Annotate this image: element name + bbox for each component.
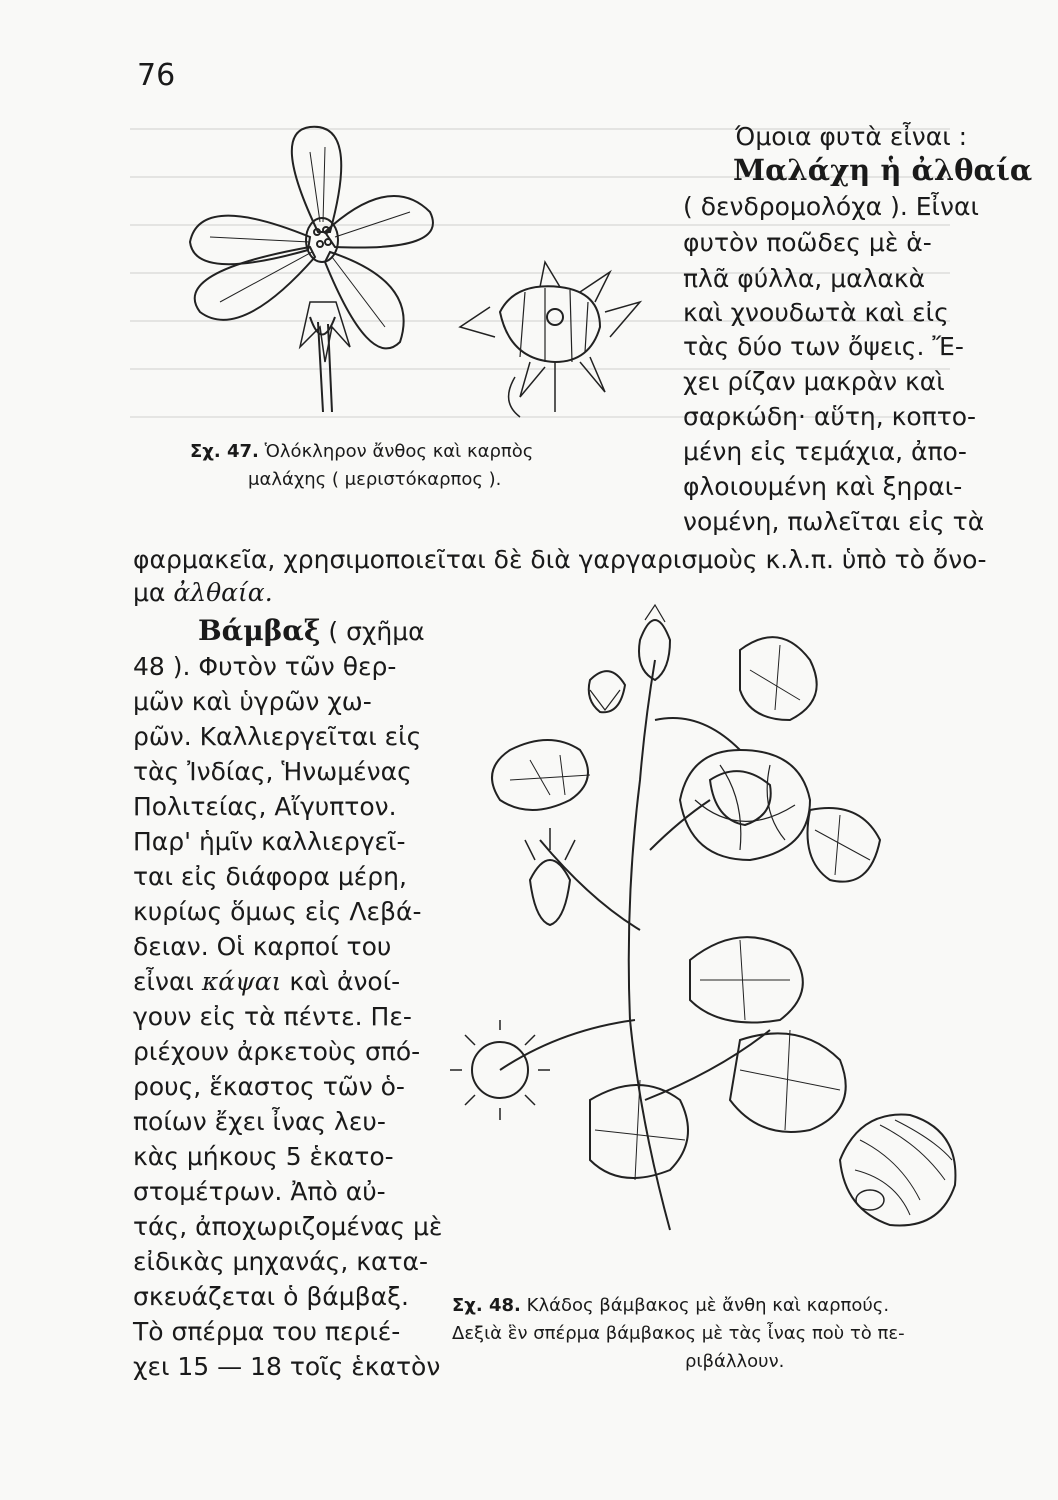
- figure-48-caption-line3: ριβάλλουν.: [685, 1351, 785, 1372]
- page-number: 76: [137, 58, 176, 93]
- intro-line: Όμοια φυτὰ εἶναι :: [735, 122, 968, 151]
- right-line-8: μένη εἰς τεμάχια, ἀπο-: [683, 437, 967, 466]
- figure-47-label: Σχ. 47.: [190, 441, 259, 462]
- left-line-12: ριέχουν ἀρκετοὺς σπό-: [133, 1037, 421, 1066]
- right-line-10: νομένη, πωλεῖται εἰς τὰ: [683, 507, 985, 536]
- left-line-14: ποίων ἔχει ἶνας λευ-: [133, 1107, 386, 1136]
- figure-47-caption-second: μαλάχης ( μεριστόκαρπος ).: [248, 469, 502, 490]
- figure-48-caption-line1: Κλάδος βάμβακος μὲ ἄνθη καὶ καρπούς.: [526, 1295, 890, 1316]
- vamvax-heading-rest: ( σχῆμα: [328, 617, 425, 646]
- left-line-2: μῶν καὶ ὑγρῶν χω-: [133, 687, 372, 716]
- left-line-6: Παρ' ἡμῖν καλλιεργεῖ-: [133, 827, 406, 856]
- right-line-6: χει ρίζαν μακρὰν καὶ: [683, 367, 945, 396]
- right-line-1: ( δενδρομολόχα ). Εἶναι: [683, 192, 979, 221]
- right-line-5: τὰς δύο των ὄψεις. Ἔ-: [683, 332, 964, 361]
- full-width-line-2: [133, 578, 273, 608]
- althaia-prefix: μα: [133, 578, 174, 607]
- malachi-heading: Μαλάχη ἡ ἀλθαία: [733, 153, 1033, 187]
- right-line-4: καὶ χνουδωτὰ καὶ εἰς: [683, 298, 949, 327]
- left-line-5: Πολιτείας, Αἴγυπτον.: [133, 792, 397, 821]
- left-line-8: κυρίως ὅμως εἰς Λεβά-: [133, 897, 422, 926]
- right-line-3: πλᾶ φύλλα, μαλακὰ: [683, 264, 926, 293]
- vamvax-heading-line: [198, 616, 425, 647]
- left-line-1: 48 ). Φυτὸν τῶν θερ-: [133, 652, 397, 681]
- left-line-18: εἰδικὰς μηχανάς, κατα-: [133, 1247, 429, 1276]
- left-line-15: κὰς μήκους 5 ἑκατο-: [133, 1142, 394, 1171]
- figure-48-caption-line2: Δεξιὰ ἓν σπέρμα βάμβακος μὲ τὰς ἶνας ποὺ τὸ πε-: [452, 1323, 905, 1344]
- figure-47-caption-line1: Ὁλόκληρον ἄνθος καὶ καρπὸς: [264, 441, 534, 462]
- figure-47-caption: [190, 440, 533, 464]
- left-line-4: τὰς Ἰνδίας, Ἡνωμένας: [133, 757, 412, 786]
- left-line-9: δειαν. Οἱ καρποί του: [133, 932, 392, 961]
- left-line-19: σκευάζεται ὁ βάμβαξ.: [133, 1282, 409, 1311]
- figure-47-mallow-illustration: [160, 112, 680, 432]
- left-line-16: στομέτρων. Ἀπὸ αὐ-: [133, 1177, 386, 1206]
- full-width-line: φαρμακεῖα, χρησιμοποιεῖται δὲ διὰ γαργαρισμοὺς κ.λ.π. ὑπὸ τὸ ὄνο-: [133, 545, 987, 574]
- kapsai-prefix: εἶναι: [133, 967, 202, 996]
- right-line-2: φυτὸν ποῶδες μὲ ἁ-: [683, 228, 932, 257]
- left-line-11: γουν εἰς τὰ πέντε. Πε-: [133, 1002, 412, 1031]
- althaia-italic: ἀλθαία.: [173, 578, 273, 607]
- right-line-7: σαρκώδη· αὕτη, κοπτο-: [683, 402, 977, 431]
- left-line-13: ρους, ἕκαστος τῶν ὁ-: [133, 1072, 405, 1101]
- figure-48-cotton-illustration: [440, 600, 1000, 1290]
- left-line-7: ται εἰς διάφορα μέρη,: [133, 862, 407, 891]
- left-line-kapsai: [133, 967, 400, 997]
- figure-48-label: Σχ. 48.: [452, 1295, 521, 1316]
- left-line-3: ρῶν. Καλλιεργεῖται εἰς: [133, 722, 422, 751]
- left-line-21: χει 15 — 18 τοῖς ἑκατὸν: [133, 1352, 441, 1381]
- kapsai-suffix: καὶ ἀνοί-: [281, 967, 401, 996]
- left-line-17: τάς, ἀποχωριζομένας μὲ: [133, 1212, 443, 1241]
- kapsai-italic: κάψαι: [201, 967, 282, 996]
- vamvax-heading: Βάμβαξ: [198, 614, 321, 647]
- figure-48-caption: [452, 1294, 889, 1318]
- right-line-9: φλοιουμένη καὶ ξηραι-: [683, 472, 963, 501]
- left-line-20: Τὸ σπέρμα του περιέ-: [133, 1317, 401, 1346]
